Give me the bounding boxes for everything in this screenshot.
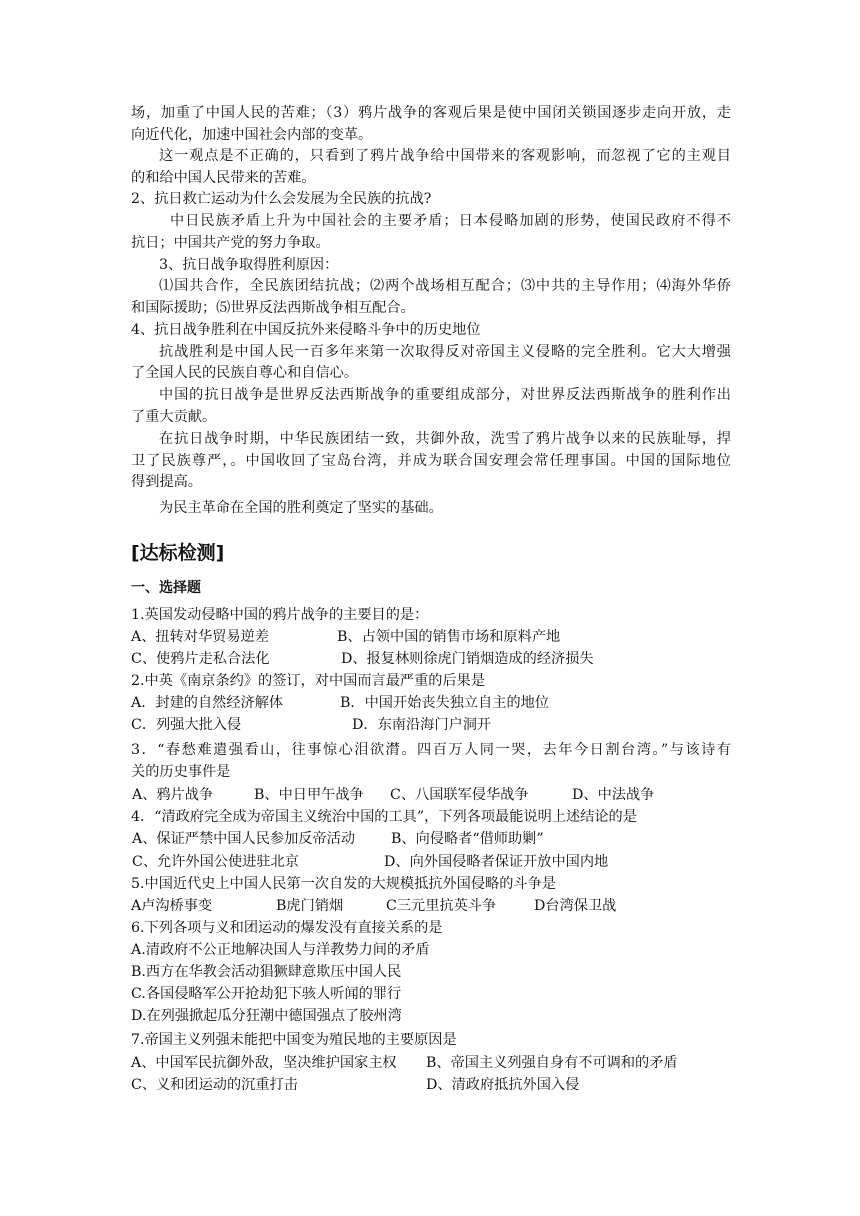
- option-d: D．东南沿海门户洞开: [352, 717, 492, 733]
- option-b: B．中国开始丧失独立自主的地位: [340, 695, 550, 711]
- option-d: D、中法战争: [572, 787, 655, 803]
- option-a: A、鸦片战争: [132, 787, 214, 803]
- option-c: C．列强大批入侵: [131, 717, 242, 733]
- question-heading: 4、抗日战争胜利在中国反抗外来侵略斗争中的历史地位: [131, 322, 481, 338]
- paragraph-line: 中日民族矛盾上升为中国社会的主要矛盾；日本侵略加剧的形势，使国民政府不得不: [170, 213, 731, 229]
- option-a: A、中国军民抗御外敌，坚决维护国家主权: [131, 1055, 397, 1071]
- paragraph-line: 中国的抗日战争是世界反法西斯战争的重要组成部分，对世界反法西斯战争的胜利作出: [159, 387, 731, 403]
- option-c: C、八国联军侵华战争: [390, 787, 529, 803]
- option-d: D.在列强掀起瓜分狂潮中德国强点了胶州湾: [131, 1008, 402, 1024]
- option-c: C、允许外国公使进驻北京: [132, 854, 299, 870]
- paragraph-line: 的和给中国人民带来的苦难。: [131, 170, 316, 186]
- option-d: D台湾保卫战: [534, 898, 617, 914]
- option-row: [131, 1052, 731, 1074]
- paragraph-line: 卫了民族尊严，。中国收回了宝岛台湾，并成为联合国安理会常任理事国。中国的国际地位: [131, 453, 731, 469]
- paragraph-line: 和国际援助；⑸世界反法西斯战争相互配合。: [131, 300, 415, 316]
- option-a: A卢沟桥事变: [131, 898, 213, 914]
- option-b: B、向侵略者“借师助剿”: [391, 831, 544, 847]
- option-row: [131, 784, 731, 806]
- option-b: B虎门销烟: [276, 898, 344, 914]
- paragraph-line: 抗战胜利是中国人民一百多年来第一次取得反对帝国主义侵略的完全胜利。它大大增强: [159, 344, 731, 360]
- option-b: B、占领中国的销售市场和原料产地: [337, 629, 561, 645]
- question-stem: 7.帝国主义列强未能把中国变为殖民地的主要原因是: [131, 1032, 457, 1048]
- option-d: D、向外国侵略者保证开放中国内地: [384, 854, 609, 870]
- question-stem: 1.英国发动侵略中国的鸦片战争的主要目的是：: [131, 607, 429, 623]
- section-heading: [达标检测]: [131, 542, 225, 564]
- option-d: D、报复林则徐虎门销烟造成的经济损失: [341, 651, 594, 667]
- option-b: B、中日甲午战争: [254, 787, 364, 803]
- question-heading: 3、抗日战争取得胜利原因：: [159, 257, 339, 273]
- option-c: C三元里抗英斗争: [386, 898, 497, 914]
- option-a: A.清政府不公正地解决国人与洋教势力间的矛盾: [131, 942, 430, 958]
- paragraph-line: 了全国人民的民族自尊心和自信心。: [131, 365, 359, 381]
- option-row: [131, 626, 731, 648]
- option-a: A、保证严禁中国人民参加反帝活动: [132, 831, 356, 847]
- question-heading: 2、抗日救亡运动为什么会发展为全民族的抗战?: [131, 191, 432, 207]
- option-a: A．封建的自然经济解体: [131, 695, 284, 711]
- option-c: C.各国侵略军公开抢劫犯下骇人听闻的罪行: [131, 986, 402, 1002]
- option-row: [131, 1074, 731, 1096]
- question-stem: 关的历史事件是: [131, 764, 231, 780]
- option-d: D、清政府抵抗外国入侵: [426, 1077, 580, 1093]
- paragraph-line: 得到提高。: [131, 474, 202, 490]
- question-stem: 4．“清政府完全成为帝国主义统治中国的工具”，下列各项最能说明上述结论的是: [131, 809, 637, 825]
- paragraph-line: 这一观点是不正确的，只看到了鸦片战争给中国带来的客观影响，而忽视了它的主观目: [159, 148, 731, 164]
- question-stem: 5.中国近代史上中国人民第一次自发的大规模抵抗外国侵略的斗争是: [131, 876, 556, 892]
- option-row: [131, 828, 731, 850]
- option-b: B.西方在华教会活动猖獗肆意欺压中国人民: [131, 964, 402, 980]
- section-subheading: 一、选择题: [131, 580, 201, 596]
- question-stem: 6.下列各项与义和团运动的爆发没有直接关系的是: [131, 920, 443, 936]
- option-row: [131, 648, 731, 670]
- option-row: [131, 851, 731, 873]
- option-c: C、义和团运动的沉重打击: [131, 1077, 298, 1093]
- paragraph-line: 为民主革命在全国的胜利奠定了坚实的基础。: [159, 500, 443, 516]
- paragraph-line: 了重大贡献。: [131, 409, 217, 425]
- option-row: [131, 714, 731, 736]
- paragraph-line: ⑴国共合作，全民族团结抗战；⑵两个战场相互配合；⑶中共的主导作用；⑷海外华侨: [159, 278, 731, 294]
- question-stem: 3．“春愁难遣强看山，往事惊心泪欲潸。四百万人同一哭，去年今日割台湾。”与该诗有: [131, 742, 731, 758]
- option-b: B、帝国主义列强自身有不可调和的矛盾: [426, 1055, 678, 1071]
- option-row: [131, 895, 731, 917]
- option-c: C、使鸦片走私合法化: [131, 651, 270, 667]
- option-row: [131, 692, 731, 714]
- paragraph-line: 抗日；中国共产党的努力争取。: [131, 235, 330, 251]
- paragraph-line: 在抗日战争时期，中华民族团结一致，共御外敌，洗雪了鸦片战争以来的民族耻辱，捍: [159, 431, 731, 447]
- question-stem: 2.中英《南京条约》的签订，对中国而言最严重的后果是: [131, 673, 486, 689]
- paragraph-line: 向近代化，加速中国社会内部的变革。: [131, 127, 373, 143]
- option-a: A、扭转对华贸易逆差: [131, 629, 269, 645]
- paragraph-line: 场，加重了中国人民的苦难；（3）鸦片战争的客观后果是使中国闭关锁国逐步走向开放，走: [131, 105, 731, 121]
